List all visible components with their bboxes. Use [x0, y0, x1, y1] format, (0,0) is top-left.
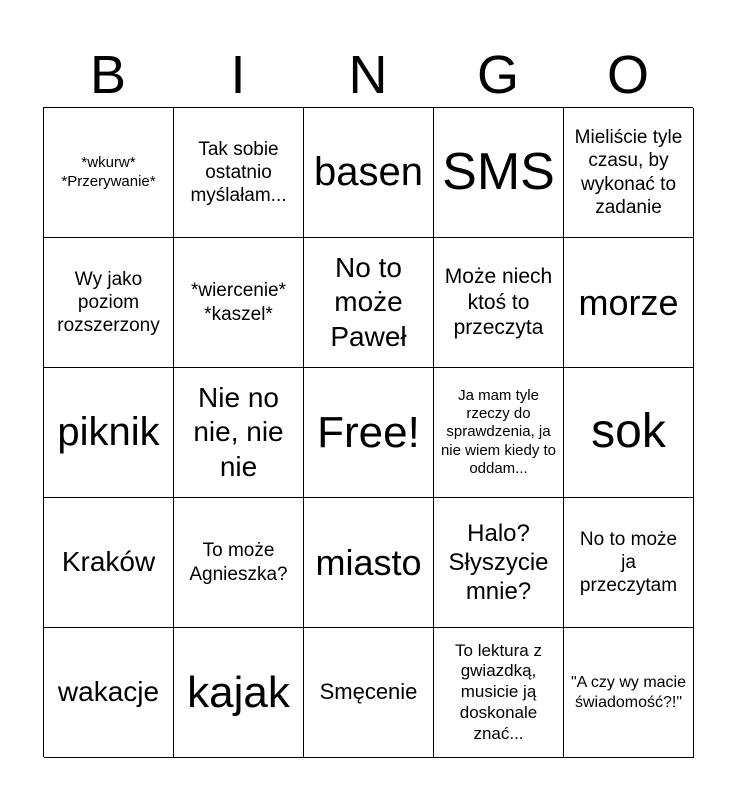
- bingo-cell[interactable]: Halo? Słyszycie mnie?: [434, 498, 564, 628]
- free-space-cell[interactable]: Free!: [304, 368, 434, 498]
- bingo-cell[interactable]: wakacje: [44, 628, 174, 758]
- header-letter-g: G: [476, 45, 519, 105]
- bingo-cell[interactable]: piknik: [44, 368, 174, 498]
- bingo-cell[interactable]: No to może Paweł: [304, 238, 434, 368]
- bingo-board: [43, 107, 693, 757]
- bingo-cell[interactable]: Może niech ktoś to przeczyta: [434, 238, 564, 368]
- bingo-cell[interactable]: Tak sobie ostatnio myślałam...: [174, 108, 304, 238]
- bingo-cell[interactable]: Ja mam tyle rzeczy do sprawdzenia, ja nie wiem kiedy to oddam...: [434, 368, 564, 498]
- header-letter-o: O: [606, 45, 649, 105]
- bingo-cell[interactable]: Mieliście tyle czasu, by wykonać to zadanie: [564, 108, 694, 238]
- header-letter-n: N: [348, 45, 388, 105]
- bingo-cell[interactable]: SMS: [434, 108, 564, 238]
- bingo-cell[interactable]: "A czy wy macie świadomość?!": [564, 628, 694, 758]
- bingo-cell[interactable]: To może Agnieszka?: [174, 498, 304, 628]
- bingo-cell[interactable]: sok: [564, 368, 694, 498]
- bingo-cell[interactable]: To lektura z gwiazdką, musicie ją doskonale znać...: [434, 628, 564, 758]
- bingo-header: [43, 42, 693, 108]
- bingo-cell[interactable]: miasto: [304, 498, 434, 628]
- bingo-cell[interactable]: Nie no nie, nie nie: [174, 368, 304, 498]
- bingo-cell[interactable]: morze: [564, 238, 694, 368]
- bingo-cell[interactable]: Kraków: [44, 498, 174, 628]
- bingo-cell[interactable]: Wy jako poziom rozszerzony: [44, 238, 174, 368]
- header-letter-i: I: [230, 45, 246, 105]
- bingo-cell[interactable]: *wkurw* *Przerywanie*: [44, 108, 174, 238]
- bingo-cell[interactable]: Smęcenie: [304, 628, 434, 758]
- bingo-cell[interactable]: No to może ja przeczytam: [564, 498, 694, 628]
- bingo-cell[interactable]: *wiercenie* *kaszel*: [174, 238, 304, 368]
- bingo-cell[interactable]: kajak: [174, 628, 304, 758]
- header-letter-b: B: [89, 45, 127, 105]
- bingo-cell[interactable]: basen: [304, 108, 434, 238]
